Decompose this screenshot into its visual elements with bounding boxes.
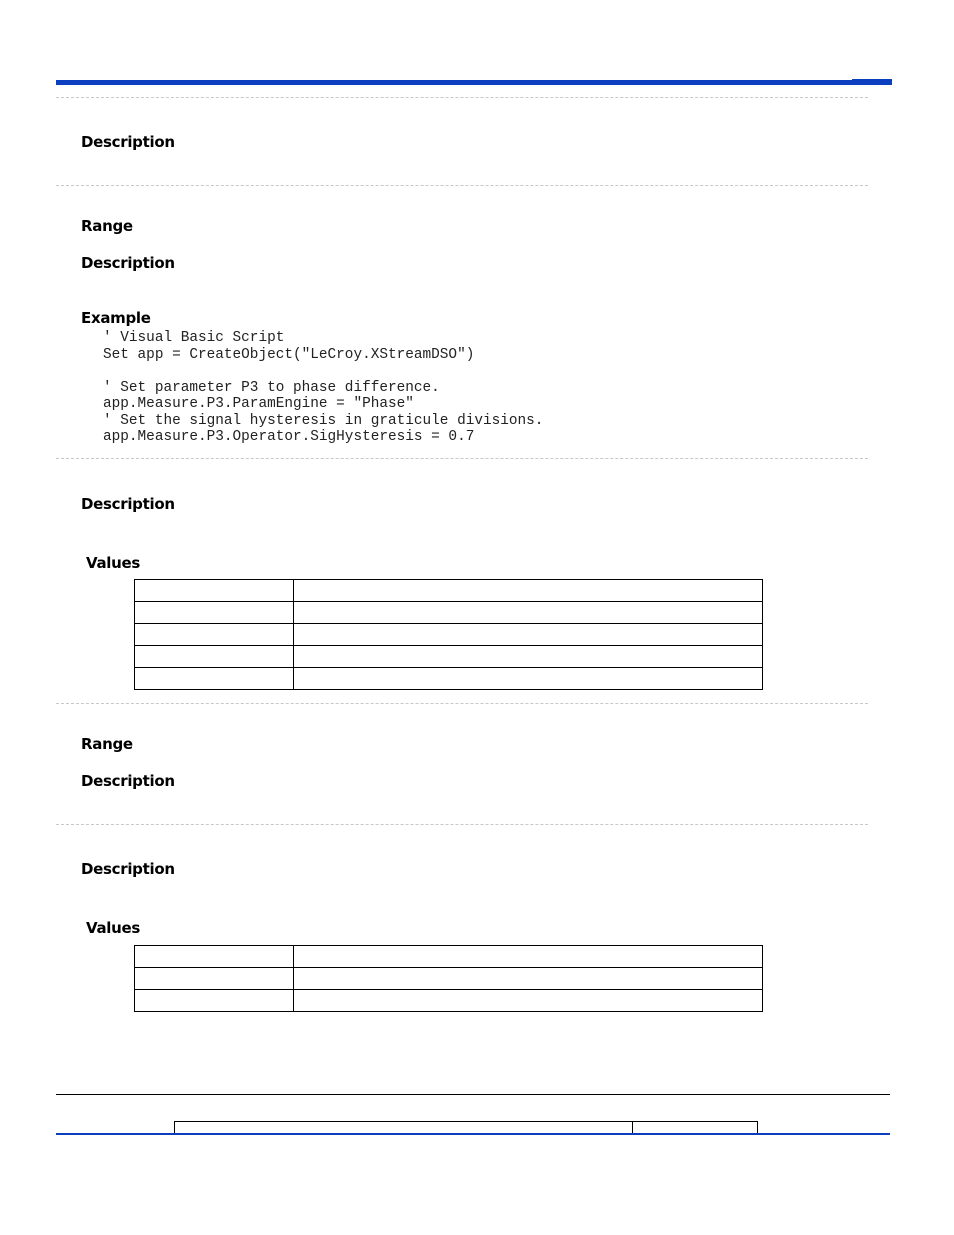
section-heading-example: Example bbox=[81, 309, 151, 327]
values-table bbox=[134, 945, 763, 1012]
header-rule-cap bbox=[852, 79, 892, 83]
table-cell bbox=[135, 668, 294, 690]
table-cell bbox=[294, 946, 763, 968]
section-heading-description: Description bbox=[81, 133, 175, 151]
separator bbox=[56, 185, 868, 186]
table-cell bbox=[135, 602, 294, 624]
section-heading-description: Description bbox=[81, 772, 175, 790]
table-row bbox=[135, 580, 763, 602]
table-row bbox=[135, 968, 763, 990]
table-cell bbox=[135, 580, 294, 602]
section-heading-description: Description bbox=[81, 495, 175, 513]
table-row bbox=[135, 646, 763, 668]
header-rule bbox=[56, 80, 892, 85]
table-row bbox=[135, 602, 763, 624]
separator bbox=[56, 97, 868, 98]
separator bbox=[56, 458, 868, 459]
table-cell bbox=[135, 968, 294, 990]
table-cell bbox=[135, 646, 294, 668]
table-row bbox=[135, 990, 763, 1012]
section-heading-range: Range bbox=[81, 735, 133, 753]
table-cell bbox=[294, 624, 763, 646]
separator bbox=[56, 703, 868, 704]
table-cell bbox=[294, 990, 763, 1012]
table-cell bbox=[135, 990, 294, 1012]
table-cell bbox=[135, 624, 294, 646]
table-cell bbox=[294, 968, 763, 990]
table-cell bbox=[135, 946, 294, 968]
table-row bbox=[135, 668, 763, 690]
footer-accent-rule bbox=[56, 1133, 890, 1135]
table-cell bbox=[294, 646, 763, 668]
table-cell bbox=[294, 668, 763, 690]
footer-rule bbox=[56, 1094, 890, 1095]
table-row bbox=[135, 624, 763, 646]
table-cell bbox=[294, 580, 763, 602]
section-heading-description: Description bbox=[81, 254, 175, 272]
table-cell bbox=[294, 602, 763, 624]
section-heading-description: Description bbox=[81, 860, 175, 878]
example-code-block: ' Visual Basic Script Set app = CreateObject("LeCroy.XStreamDSO") ' Set parameter P3 to phase difference. app.Measure.P3.ParamEngine = "Phase" ' Set the signal hysteresis in graticule divisions. app.Measure.P3.Operator.SigHysteresis = 0.7 bbox=[103, 330, 544, 445]
table-row bbox=[135, 946, 763, 968]
values-table bbox=[134, 579, 763, 690]
section-heading-values: Values bbox=[86, 919, 141, 937]
section-heading-values: Values bbox=[86, 554, 141, 572]
section-heading-range: Range bbox=[81, 217, 133, 235]
separator bbox=[56, 824, 868, 825]
